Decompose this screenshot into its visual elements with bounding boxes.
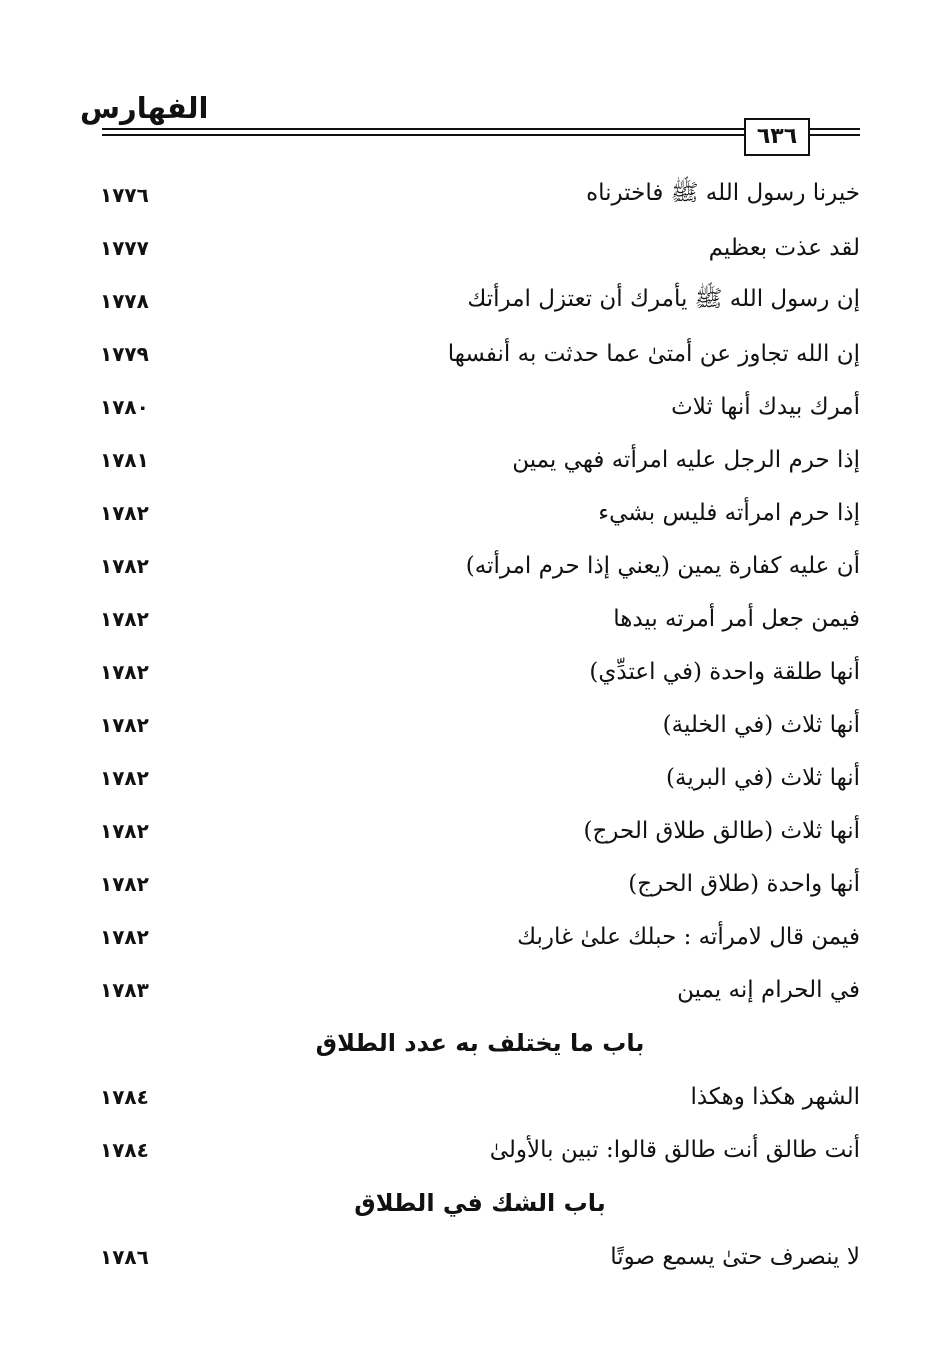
entry-number: ١٧٨٢	[100, 606, 149, 631]
entry-number: ١٧٨٢	[100, 924, 149, 949]
section-heading: باب الشك في الطلاق	[354, 1189, 606, 1217]
entry-number: ١٧٨٢	[100, 712, 149, 737]
entry-text: فيمن قال لامرأته : حبلك علىٰ غاربك	[517, 923, 860, 950]
entry-number: ١٧٨٢	[100, 500, 149, 525]
index-entry	[100, 380, 860, 433]
index-entry	[100, 645, 860, 698]
entry-text: إن رسول الله ﷺ يأمرك أن تعتزل امرأتك	[467, 285, 860, 312]
entry-number: ١٧٨٢	[100, 553, 149, 578]
page-header	[80, 88, 860, 158]
entry-number: ١٧٨٢	[100, 871, 149, 896]
entry-number: ١٧٨٦	[100, 1244, 149, 1269]
entry-number: ١٧٧٩	[100, 341, 149, 366]
page-number: ٦٣٦	[744, 118, 810, 156]
index-entry	[100, 804, 860, 857]
entry-number: ١٧٨٠	[100, 394, 149, 419]
index-entry	[100, 910, 860, 963]
index-entry	[100, 698, 860, 751]
index-entry	[100, 963, 860, 1016]
index-list	[100, 168, 860, 1283]
entry-number: ١٧٨٤	[100, 1137, 149, 1162]
entry-text: فيمن جعل أمر أمرته بيدها	[613, 605, 860, 632]
index-entry	[100, 751, 860, 804]
entry-text: أنت طالق أنت طالق قالوا: تبين بالأولىٰ	[489, 1136, 860, 1163]
index-entry	[100, 1230, 860, 1283]
index-entry	[100, 486, 860, 539]
entry-text: الشهر هكذا وهكذا	[690, 1083, 860, 1110]
entry-number: ١٧٧٨	[100, 288, 149, 313]
index-entry	[100, 1123, 860, 1176]
index-entry	[100, 433, 860, 486]
entry-text: أن عليه كفارة يمين (يعني إذا حرم امرأته)	[465, 552, 860, 579]
entry-text: لقد عذت بعظيم	[708, 234, 860, 261]
index-entry	[100, 274, 860, 327]
entry-number: ١٧٧٦	[100, 182, 149, 207]
index-entry	[100, 327, 860, 380]
index-entry	[100, 857, 860, 910]
index-entry	[100, 592, 860, 645]
entry-number: ١٧٨٤	[100, 1084, 149, 1109]
entry-text: إذا حرم امرأته فليس بشيء	[598, 499, 860, 526]
entry-number: ١٧٨٢	[100, 765, 149, 790]
entry-text: أنها طلقة واحدة (في اعتدِّي)	[589, 658, 860, 685]
entry-number: ١٧٨١	[100, 447, 149, 472]
index-entry	[100, 168, 860, 221]
entry-number: ١٧٧٧	[100, 235, 149, 260]
entry-text: في الحرام إنه يمين	[677, 976, 860, 1003]
entry-number: ١٧٨٢	[100, 818, 149, 843]
entry-text: خيرنا رسول الله ﷺ فاخترناه	[586, 179, 860, 206]
section-heading: باب ما يختلف به عدد الطلاق	[315, 1029, 645, 1057]
entry-text: لا ينصرف حتىٰ يسمع صوتًا	[610, 1243, 860, 1270]
entry-number: ١٧٨٢	[100, 659, 149, 684]
index-entry	[100, 539, 860, 592]
entry-text: أمرك بيدك أنها ثلاث	[671, 393, 860, 420]
index-entry	[100, 1070, 860, 1123]
entry-text: أنها ثلاث (في البرية)	[666, 764, 860, 791]
header-title: الفهارس	[80, 91, 209, 125]
entry-text: أنها ثلاث (طالق طلاق الحرج)	[583, 817, 860, 844]
entry-text: أنها ثلاث (في الخلية)	[662, 711, 860, 738]
index-entry	[100, 221, 860, 274]
entry-text: إذا حرم الرجل عليه امرأته فهي يمين	[512, 446, 860, 473]
entry-text: أنها واحدة (طلاق الحرج)	[628, 870, 860, 897]
entry-text: إن الله تجاوز عن أمتىٰ عما حدثت به أنفسها	[447, 340, 860, 367]
entry-number: ١٧٨٣	[100, 977, 149, 1002]
